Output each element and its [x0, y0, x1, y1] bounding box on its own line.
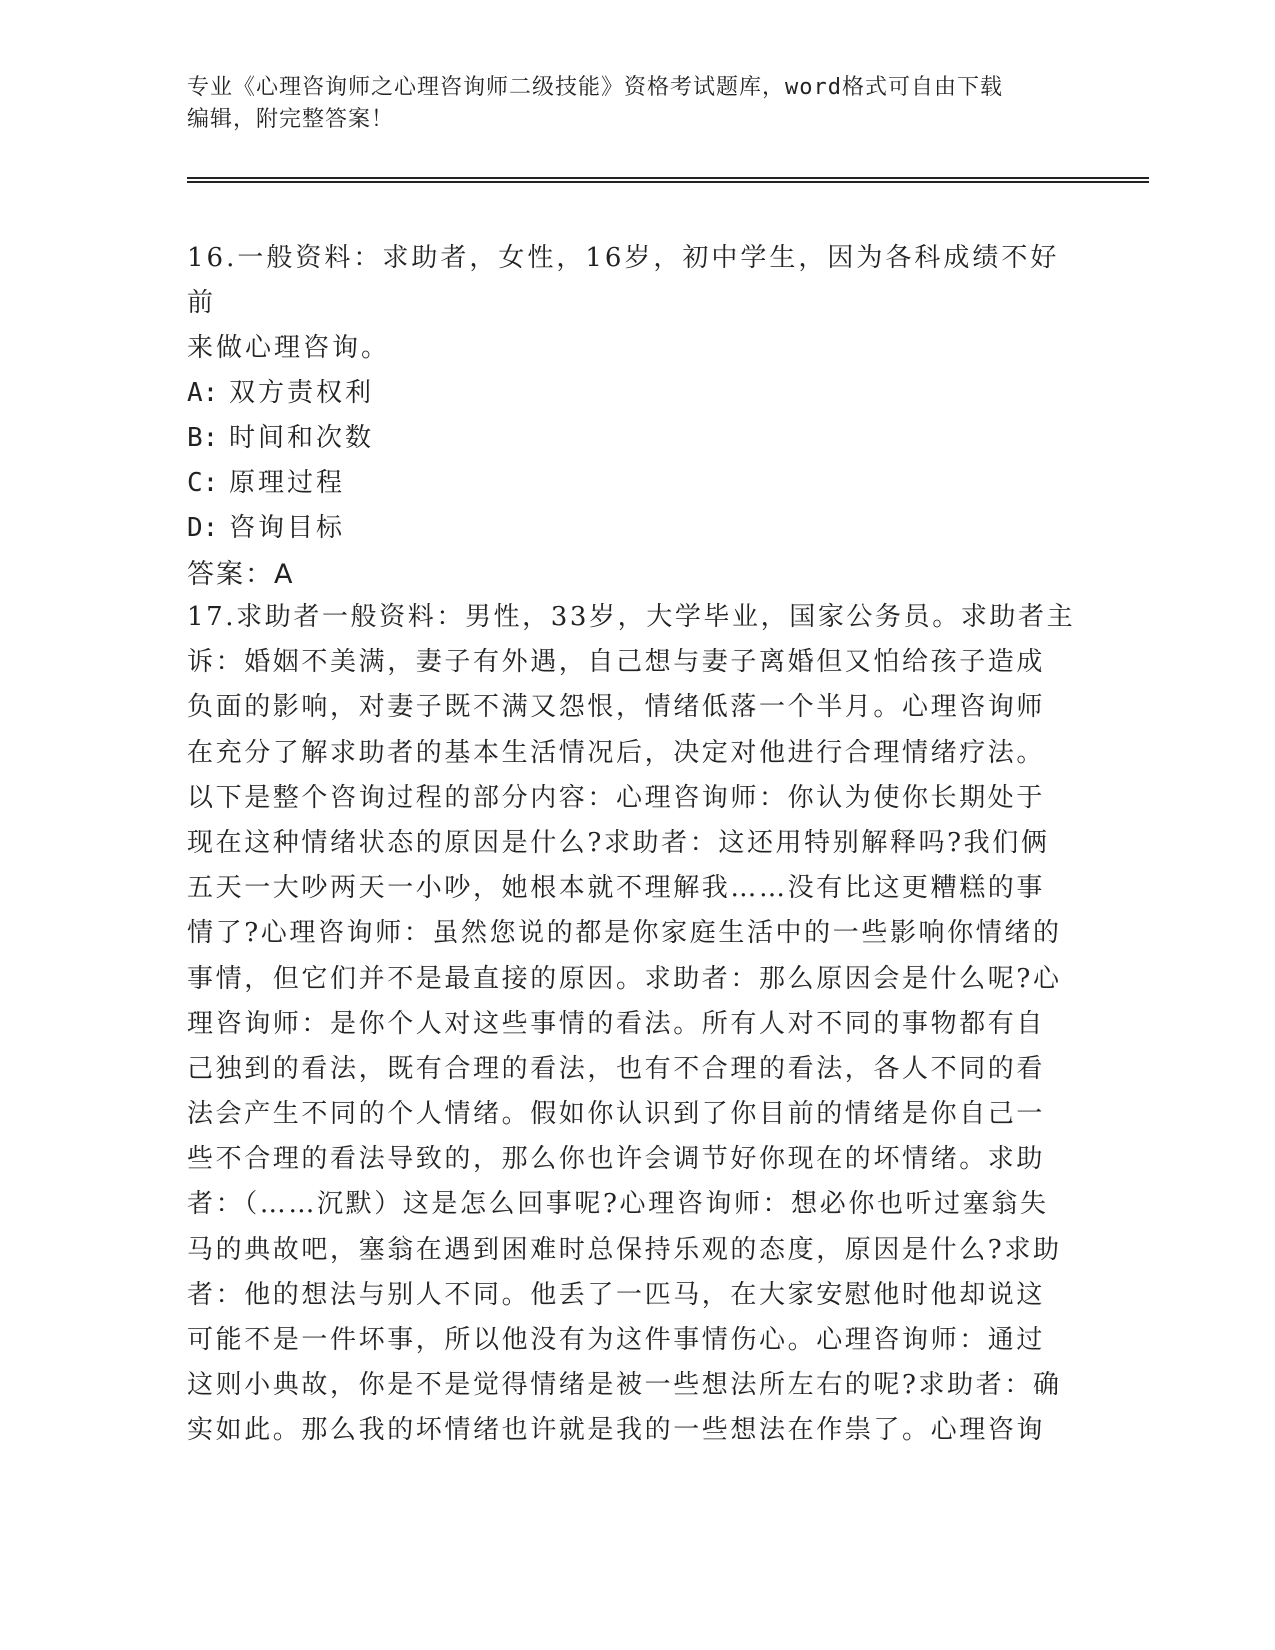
option-letter: B:: [187, 423, 219, 453]
question-text-line: 在充分了解求助者的基本生活情况后，决定对他进行合理情绪疗法。: [187, 737, 1046, 768]
question-text-line: 这则小典故，你是不是觉得情绪是被一些想法所左右的呢?求助者：确: [187, 1370, 1062, 1401]
option-letter: C:: [187, 468, 219, 498]
header-line-1: 专业《心理咨询师之心理咨询师二级技能》资格考试题库，word格式可自由下载: [187, 75, 1003, 100]
question-text-line: 可能不是一件坏事，所以他没有为这件事情伤心。心理咨询师：通过: [187, 1325, 1046, 1355]
question-text-line: 事情，但它们并不是最直接的原因。求助者：那么原因会是什么呢?心: [187, 963, 1062, 994]
question-text-line: 以下是整个咨询过程的部分内容：心理咨询师：你认为使你长期处于: [187, 782, 1046, 813]
document-header: [187, 72, 1087, 136]
option-a: [187, 371, 1087, 416]
option-c: [187, 461, 1087, 506]
question-stem: [187, 236, 1087, 371]
question-text-line: 诉：婚姻不美满，妻子有外遇，自己想与妻子离婚但又怕给孩子造成: [187, 647, 1046, 678]
question-stem-line: 16.一般资料：求助者，女性，16岁，初中学生，因为各科成绩不好前: [187, 243, 1060, 318]
question-text-line: 五天一大吵两天一小吵，她根本就不理解我……没有比这更糟糕的事: [187, 873, 1046, 904]
question-text-line: 情了?心理咨询师：虽然您说的都是你家庭生活中的一些影响你情绪的: [187, 918, 1062, 949]
answer-label: 答案：A: [187, 559, 295, 590]
question-text-line: 理咨询师：是你个人对这些事情的看法。所有人对不同的事物都有自: [187, 1008, 1046, 1039]
option-text: 咨询目标: [229, 513, 346, 543]
option-letter: D:: [187, 513, 219, 543]
question-text-line: 者：（……沉默）这是怎么回事呢?心理咨询师：想必你也听过塞翁失: [187, 1189, 1049, 1220]
question-text-line: 负面的影响，对妻子既不满又怨恨，情绪低落一个半月。心理咨询师: [187, 692, 1046, 723]
option-letter: A:: [187, 378, 219, 408]
question-text-line: 马的典故吧，塞翁在遇到困难时总保持乐观的态度，原因是什么?求助: [187, 1234, 1062, 1265]
question-17: [187, 595, 1087, 1454]
option-text: 原理过程: [229, 468, 346, 498]
question-16: [187, 236, 1087, 599]
question-text-line: 些不合理的看法导致的，那么你也许会调节好你现在的坏情绪。求助: [187, 1144, 1046, 1175]
question-stem-line: 来做心理咨询。: [187, 333, 391, 363]
question-text-line: 法会产生不同的个人情绪。假如你认识到了你目前的情绪是你自己一: [187, 1099, 1046, 1130]
question-text-line: 己独到的看法，既有合理的看法，也有不合理的看法，各人不同的看: [187, 1053, 1046, 1084]
option-text: 双方责权利: [229, 378, 375, 408]
question-text-line: 现在这种情绪状态的原因是什么?求助者：这还用特别解释吗?我们俩: [187, 827, 1050, 858]
option-b: [187, 416, 1087, 461]
option-d: [187, 506, 1087, 551]
option-text: 时间和次数: [229, 423, 375, 453]
question-text-line: 17.求助者一般资料：男性，33岁，大学毕业，国家公务员。求助者主: [187, 602, 1076, 632]
question-text-line: 者：他的想法与别人不同。他丢了一匹马，在大家安慰他时他却说这: [187, 1279, 1046, 1310]
header-divider: [187, 177, 1149, 183]
header-line-2: 编辑，附完整答案！: [187, 107, 395, 132]
question-text-line: 实如此。那么我的坏情绪也许就是我的一些想法在作祟了。心理咨询: [187, 1415, 1046, 1446]
